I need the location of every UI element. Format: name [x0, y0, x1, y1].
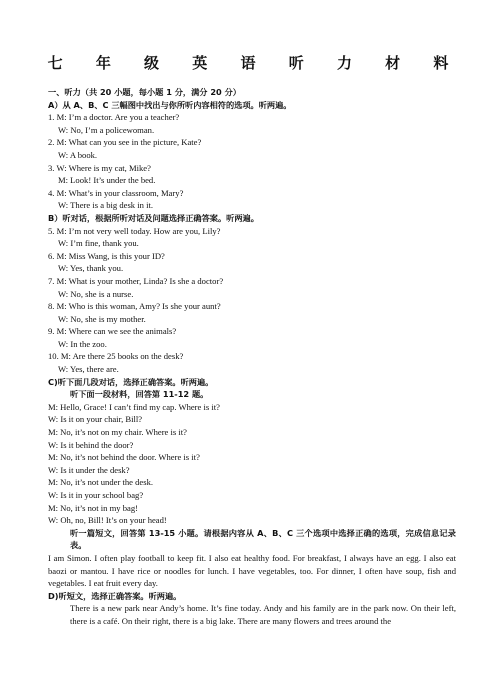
dialogue-line: W: In the zoo.: [58, 338, 107, 349]
dialogue-line: M: No, it’s not in my bag!: [48, 502, 138, 513]
part-d-instruction: D)听短文，选择正确答案。听两遍。: [48, 590, 182, 601]
dialogue-line: 3. W: Where is my cat, Mike?: [48, 162, 151, 173]
dialogue-line: M: No, it’s not behind the door. Where is it?: [48, 452, 200, 463]
dialogue-line: W: Yes, there are.: [58, 364, 119, 375]
dialogue-line: W: No, she is a nurse.: [58, 288, 134, 299]
dialogue-line: 7. M: What is your mother, Linda? Is she a doctor?: [48, 275, 224, 286]
dialogue-line: 2. M: What can you see in the picture, Kate?: [48, 137, 202, 148]
dialogue-line: W: Is it in your school bag?: [48, 490, 144, 500]
part-c-instruction: C)听下面几段对话，选择正确答案。听两遍。: [48, 376, 214, 387]
dialogue-line: 10. M: Are there 25 books on the desk?: [48, 351, 184, 362]
part-b-instruction: B）听对话，根据所听对话及问题选择正确答案。听两遍。: [48, 212, 259, 223]
dialogue-line: W: A book.: [58, 149, 98, 160]
section-heading: 一、听力（共 20 小题，每小题 1 分，满分 20 分）: [48, 87, 241, 97]
passage-text: There is a new park near Andy’s home. It’s fine today. Andy and his family are in the park now. On their left, there is a café. On their right, there is a big lake. There are many flowers and trees around the: [70, 603, 456, 626]
dialogue-line: W: I’m fine, thank you.: [58, 238, 139, 249]
part-a-instruction: A）从 A、B、C 三幅图中找出与你所听内容相符的选项。听两遍。: [48, 99, 292, 110]
sub-instruction: 听下面一段材料，回答第 11-12 题。: [70, 389, 209, 400]
dialogue-line: M: Look! It’s under the bed.: [58, 175, 156, 186]
dialogue-line: 4. M: What’s in your classroom, Mary?: [48, 187, 184, 198]
dialogue-line: W: Is it under the desk?: [48, 464, 130, 475]
dialogue-line: 5. M: I’m not very well today. How are you, Lily?: [48, 225, 221, 236]
document-title: 七 年 级 英 语 听 力 材 料: [47, 54, 463, 72]
dialogue-line: W: No, she is my mother.: [58, 313, 146, 324]
dialogue-line: W: No, I’m a policewoman.: [58, 124, 155, 135]
dialogue-line: M: No, it’s not on my chair. Where is it?: [48, 427, 187, 438]
dialogue-line: 9. M: Where can we see the animals?: [48, 326, 177, 337]
dialogue-line: W: Is it behind the door?: [48, 439, 134, 450]
dialogue-line: 8. M: Who is this woman, Amy? Is she your aunt?: [48, 301, 221, 312]
dialogue-line: W: Is it on your chair, Bill?: [48, 414, 143, 425]
dialogue-line: W: Yes, thank you.: [58, 263, 124, 274]
dialogue-line: M: Hello, Grace! I can’t find my cap. Where is it?: [48, 401, 220, 412]
dialogue-line: W: Oh, no, Bill! It’s on your head!: [48, 515, 167, 526]
dialogue-line: 6. M: Miss Wang, is this your ID?: [48, 250, 165, 261]
document-body: [48, 86, 456, 628]
dialogue-line: M: No, it’s not under the desk.: [48, 477, 154, 488]
passage-text: I am Simon. I often play football to keep fit. I also eat healthy food. For breakfast, I always have an egg. I also eat baozi or mantou. I have rice or noodles for lunch. I have vegetables, too. For dinner, I often have soup, fish and vegetables. I eat fruit every day.: [48, 552, 456, 589]
dialogue-line: W: There is a big desk in it.: [58, 200, 153, 211]
dialogue-line: 1. M: I’m a doctor. Are you a teacher?: [48, 112, 180, 123]
passage-instruction: 听一篇短文，回答第 13-15 小题。请根据内容从 A、B、C 三个选项中选择正确的选项，完成信息记录表。: [70, 527, 456, 551]
